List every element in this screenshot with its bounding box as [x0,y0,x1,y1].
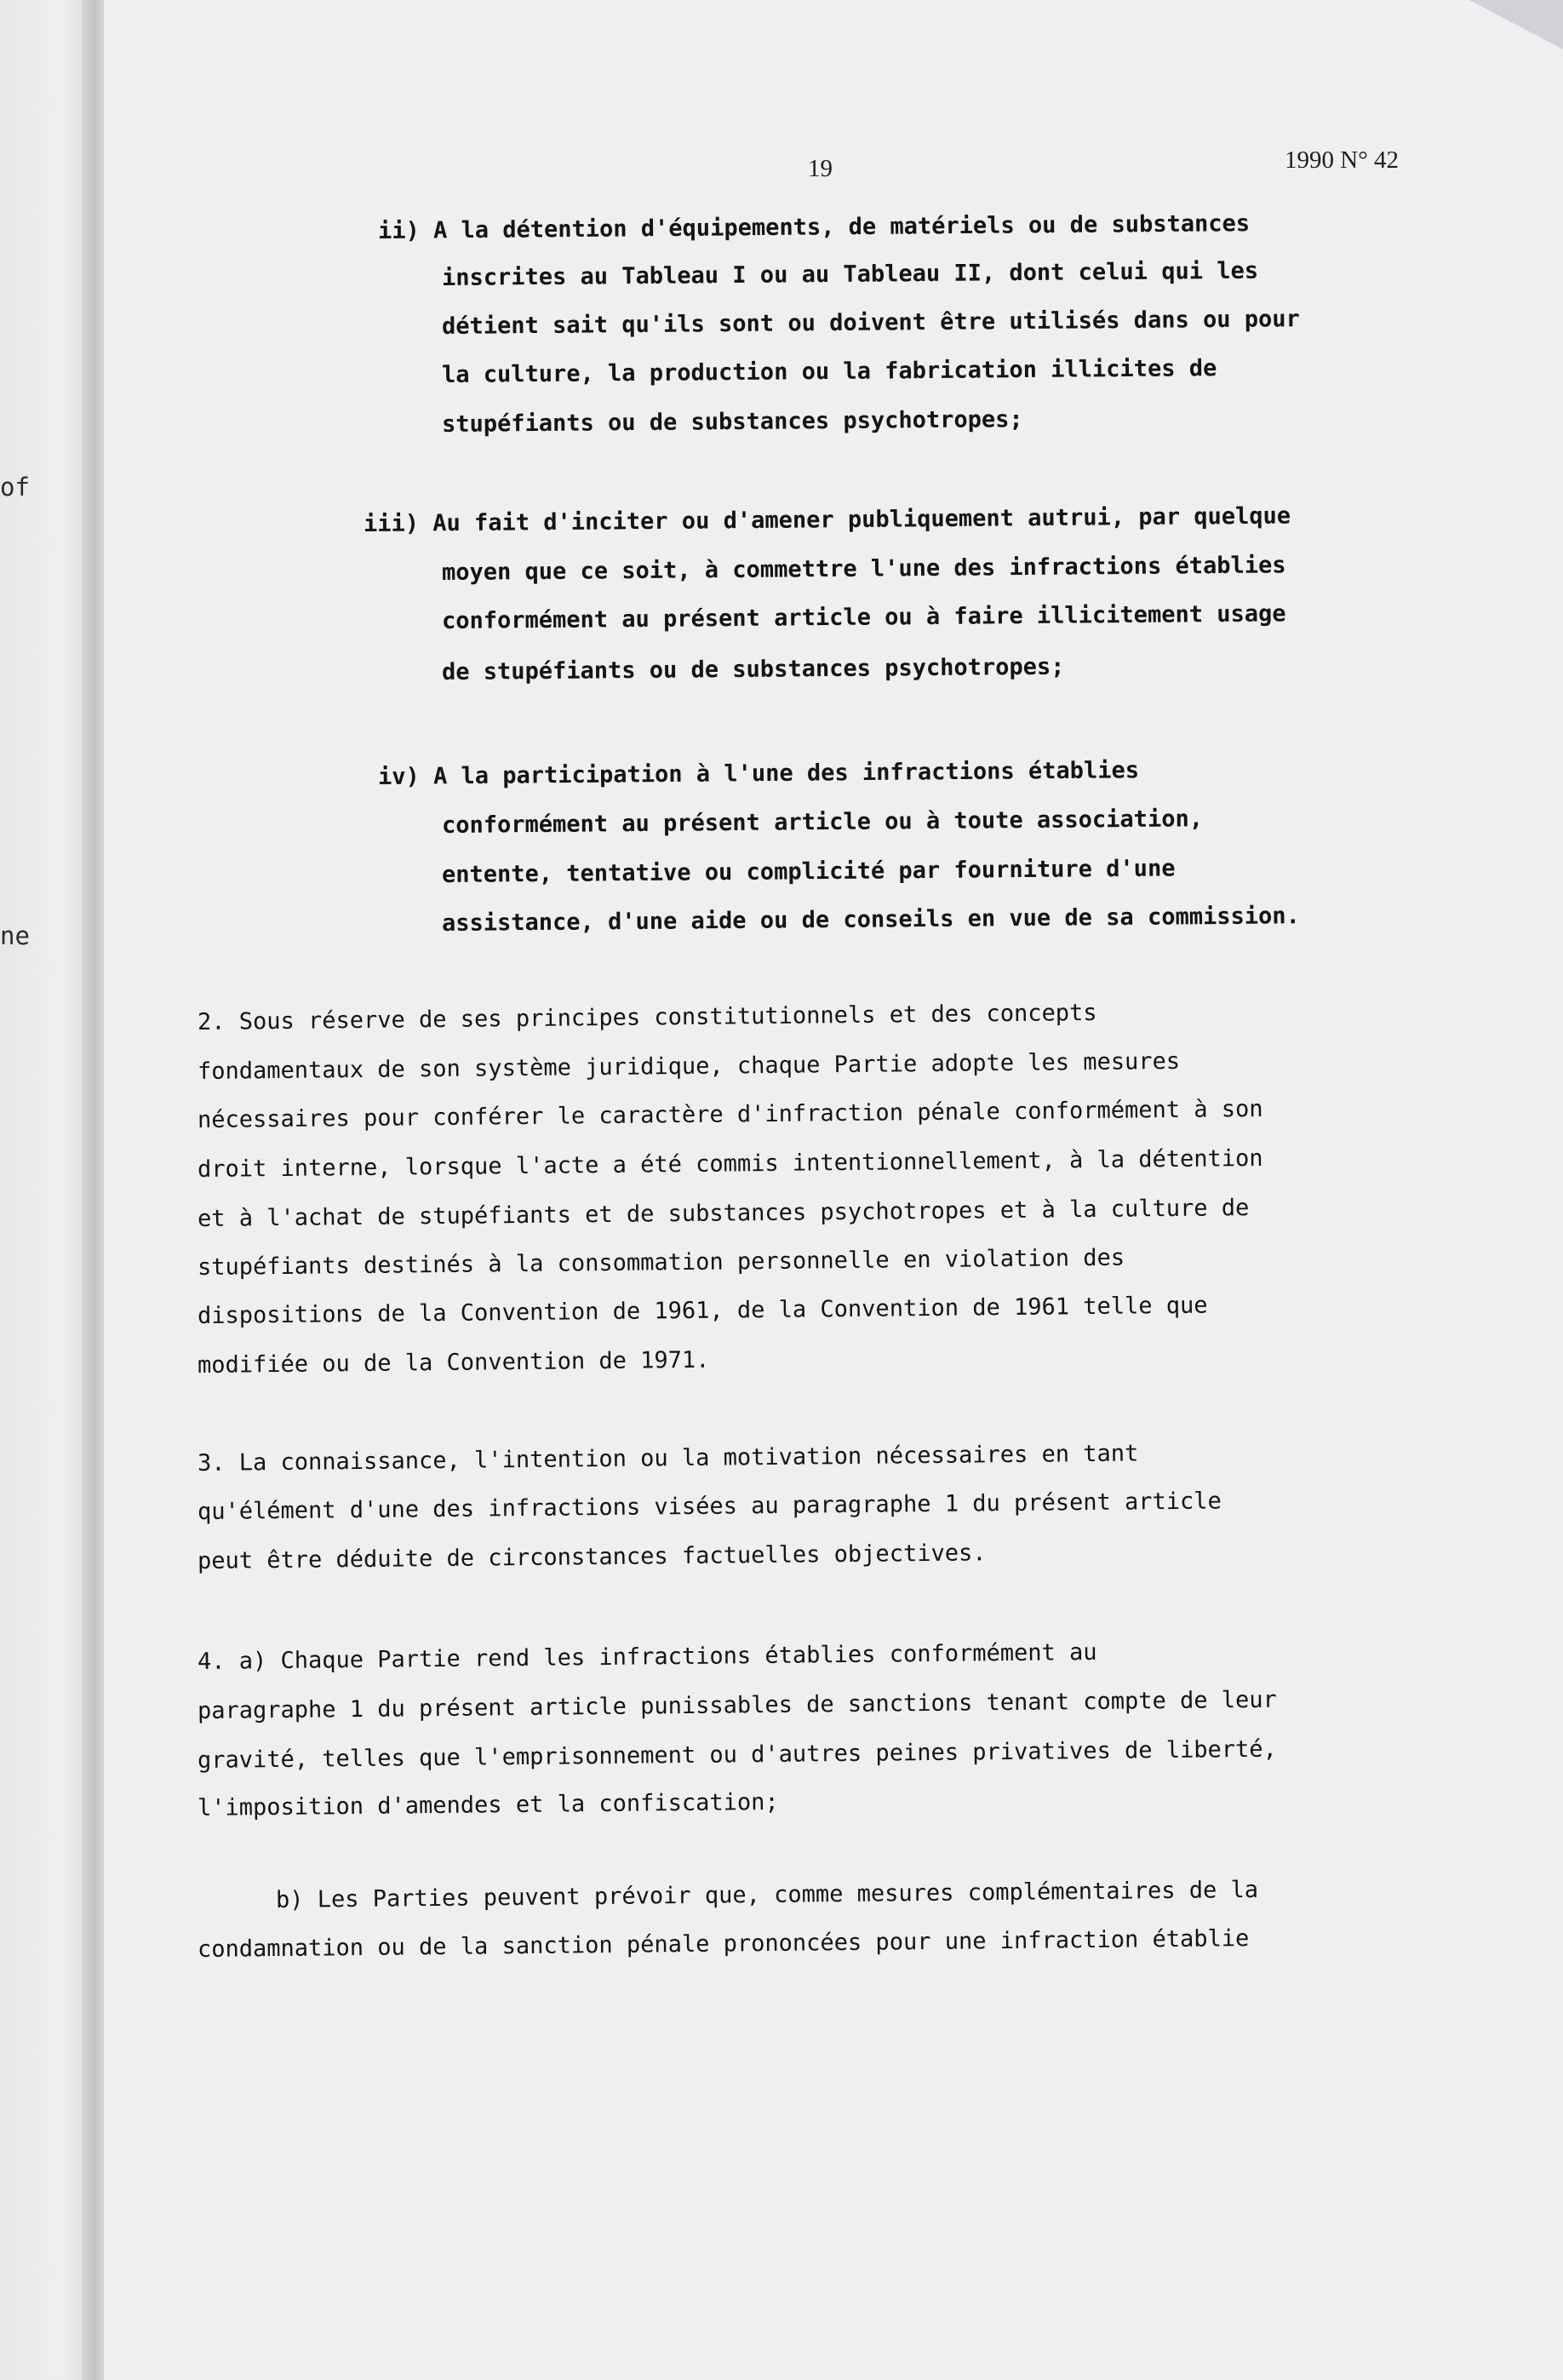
text-line: la culture, la production ou la fabrication illicites de [441,355,1217,388]
text-line: peut être déduite de circonstances factuelles objectives. [197,1540,987,1574]
text-line: inscrites au Tableau I ou au Tableau II, dont celui qui les [441,257,1259,291]
text-line: de stupéfiants ou de substances psychotropes; [441,653,1065,685]
text-line: iii) Au fait d'inciter ou d'amener publiquement autrui, par quelque [363,502,1291,537]
facing-page-fragment: of [0,473,30,502]
text-line: 2. Sous réserve de ses principes constitutionnels et des concepts [197,999,1097,1035]
text-line: 4. a) Chaque Partie rend les infractions établies conformément au [197,1638,1097,1675]
facing-page-fragment: ne [0,921,30,950]
text-line: entente, tentative ou complicité par fourniture d'une [441,855,1176,888]
text-line: détient sait qu'ils sont ou doivent être utilisés dans ou pour [441,306,1300,340]
text-line: condamnation ou de la sanction pénale prononcées pour une infraction établie [197,1925,1250,1963]
text-line: modifiée ou de la Convention de 1971. [197,1346,710,1379]
text-line: qu'élément d'une des infractions visées au paragraphe 1 du présent article [197,1488,1222,1525]
text-line: conformément au présent article ou à faire illicitement usage [441,600,1286,634]
text-line: fondamentaux de son système juridique, chaque Partie adopte les mesures [197,1047,1181,1085]
text-line: dispositions de la Convention de 1961, de la Convention de 1961 telle que [197,1292,1208,1329]
text-line: gravité, telles que l'emprisonnement ou d'autres peines privatives de liberté, [197,1735,1278,1774]
text-line: l'imposition d'amendes et la confiscation; [197,1788,779,1821]
text-line: iv) A la participation à l'une des infractions établies [377,757,1140,790]
text-line: assistance, d'une aide ou de conseils en vue de sa commission. [441,903,1300,937]
text-line: 3. La connaissance, l'intention ou la motivation nécessaires en tant [197,1440,1139,1477]
text-line: stupéfiants ou de substances psychotropes; [441,406,1023,438]
document-reference: 1990 N° 42 [1285,146,1400,174]
document-page [104,0,1563,2380]
text-line: paragraphe 1 du présent article punissables de sanctions tenant compte de leur [197,1686,1278,1724]
text-line: ii) A la détention d'équipements, de matériels ou de substances [377,210,1251,244]
text-line: b) Les Parties peuvent prévoir que, comme mesures complémentaires de la [275,1876,1259,1913]
text-line: stupéfiants destinés à la consommation personnelle en violation des [197,1244,1125,1281]
page-corner-fold [1469,0,1563,49]
text-line: nécessaires pour conférer le caractère d'infraction pénale conformément à son [197,1095,1263,1133]
text-line: et à l'achat de stupéfiants et de substances psychotropes et à la culture de [197,1195,1250,1232]
page-number: 19 [808,155,833,182]
text-line: moyen que ce soit, à commettre l'une des infractions établies [441,552,1286,586]
text-line: conformément au présent article ou à toute association, [441,806,1204,839]
text-line: droit interne, lorsque l'acte a été commis intentionnellement, à la détention [197,1144,1263,1183]
